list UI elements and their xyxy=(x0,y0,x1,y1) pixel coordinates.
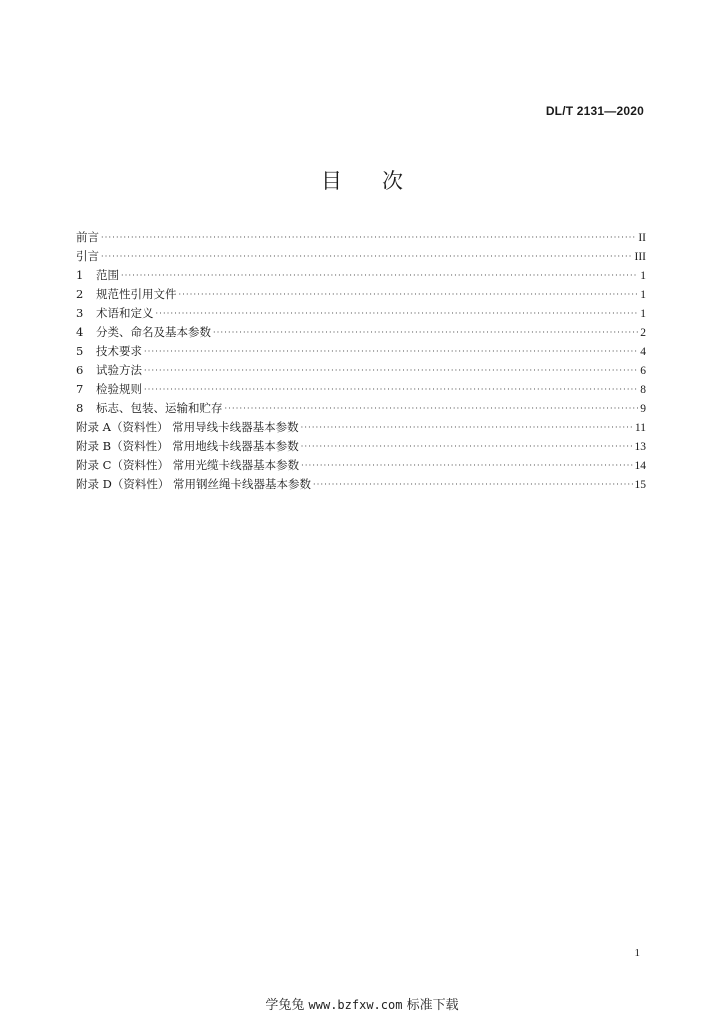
toc-entry-label: 前言 xyxy=(76,230,99,244)
toc-entry-appendix-a[interactable] xyxy=(76,418,646,437)
toc-entry-number: 2 xyxy=(76,287,84,301)
toc-leader-dots xyxy=(213,323,638,342)
standard-code: DL/T 2131—2020 xyxy=(545,104,644,118)
toc-entry-appendix-c[interactable] xyxy=(76,456,646,475)
toc-leader-dots xyxy=(121,266,638,285)
toc-entry-label: 附录 B（资料性） 常用地线卡线器基本参数 xyxy=(76,439,299,453)
page-title-left: 目 xyxy=(321,169,342,193)
watermark xyxy=(0,994,724,1013)
toc-entry-introduction[interactable] xyxy=(76,247,646,266)
toc-entry-2[interactable] xyxy=(76,285,646,304)
watermark-name: 学兔兔 xyxy=(265,998,305,1013)
toc-entry-page: 1 xyxy=(640,289,646,301)
toc-entry-label: 附录 A（资料性） 常用导线卡线器基本参数 xyxy=(76,420,299,434)
toc-entry-label: 试验方法 xyxy=(96,363,142,377)
toc-entry-page: 6 xyxy=(640,365,646,377)
toc-entry-label: 规范性引用文件 xyxy=(96,287,177,301)
toc-entry-label: 术语和定义 xyxy=(96,306,154,320)
page-number: 1 xyxy=(634,947,640,959)
toc-entry-label: 附录 C（资料性） 常用光缆卡线器基本参数 xyxy=(76,458,300,472)
toc-entry-preface[interactable] xyxy=(76,228,646,247)
toc-entry-page: 4 xyxy=(640,346,646,358)
toc-entry-page: 11 xyxy=(634,422,646,434)
toc-leader-dots xyxy=(225,399,639,418)
toc-entry-number: 5 xyxy=(76,344,84,358)
toc-entry-1[interactable] xyxy=(76,266,646,285)
toc-entry-6[interactable] xyxy=(76,361,646,380)
toc-entry-number: 8 xyxy=(76,401,84,415)
toc-leader-dots xyxy=(301,418,633,437)
toc-entry-page: 1 xyxy=(640,308,646,320)
toc-entry-8[interactable] xyxy=(76,399,646,418)
toc-entry-page: 14 xyxy=(634,460,646,472)
toc-entry-page: 8 xyxy=(640,384,646,396)
toc-entry-number: 7 xyxy=(76,382,84,396)
toc-leader-dots xyxy=(144,361,638,380)
toc-leader-dots xyxy=(101,228,636,247)
watermark-url: www.bzfxw.com xyxy=(308,998,403,1012)
toc-leader-dots xyxy=(301,456,632,475)
toc-entry-page: 9 xyxy=(640,403,646,415)
toc-entry-label: 范围 xyxy=(96,268,119,282)
toc-entry-3[interactable] xyxy=(76,304,646,323)
toc-entry-page: 1 xyxy=(640,270,646,282)
page-title xyxy=(0,165,724,195)
toc-entry-label: 标志、包装、运输和贮存 xyxy=(96,401,223,415)
toc-leader-dots xyxy=(179,285,639,304)
page-title-right: 次 xyxy=(382,169,403,193)
toc-leader-dots xyxy=(301,437,633,456)
toc-entry-7[interactable] xyxy=(76,380,646,399)
toc-entry-appendix-b[interactable] xyxy=(76,437,646,456)
toc-entry-label: 分类、命名及基本参数 xyxy=(96,325,211,339)
toc-entry-page: II xyxy=(638,232,646,244)
toc-entry-4[interactable] xyxy=(76,323,646,342)
toc-leader-dots xyxy=(144,380,638,399)
toc-leader-dots xyxy=(144,342,638,361)
watermark-suffix: 标准下载 xyxy=(406,998,459,1013)
toc-leader-dots xyxy=(101,247,633,266)
toc-entry-page: 2 xyxy=(640,327,646,339)
toc-entry-number: 6 xyxy=(76,363,84,377)
table-of-contents xyxy=(76,228,646,494)
toc-entry-number: 4 xyxy=(76,325,84,339)
toc-leader-dots xyxy=(313,475,632,494)
toc-entry-number: 1 xyxy=(76,268,84,282)
toc-entry-page: 15 xyxy=(634,479,646,491)
toc-entry-5[interactable] xyxy=(76,342,646,361)
toc-entry-label: 检验规则 xyxy=(96,382,142,396)
toc-entry-label: 附录 D（资料性） 常用钢丝绳卡线器基本参数 xyxy=(76,477,312,491)
toc-entry-appendix-d[interactable] xyxy=(76,475,646,494)
toc-entry-label: 引言 xyxy=(76,249,99,263)
toc-leader-dots xyxy=(156,304,639,323)
toc-entry-label: 技术要求 xyxy=(96,344,142,358)
toc-entry-page: III xyxy=(634,251,646,263)
toc-entry-number: 3 xyxy=(76,306,84,320)
toc-entry-page: 13 xyxy=(634,441,646,453)
